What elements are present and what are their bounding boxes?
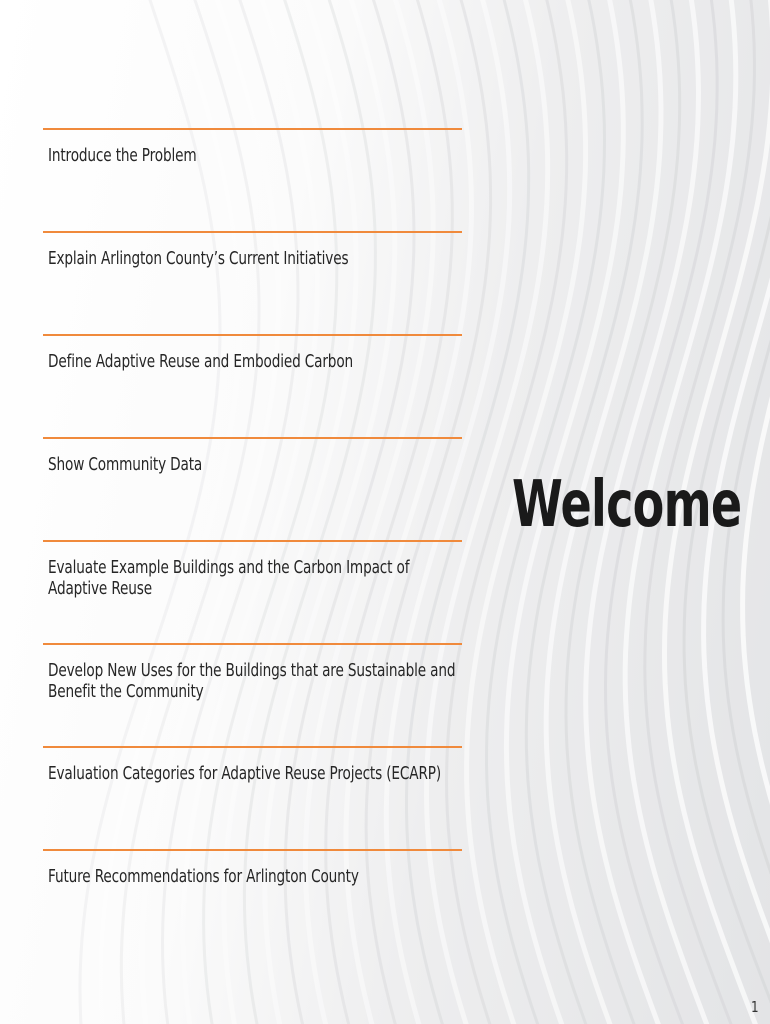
agenda-item-current-initiatives [43, 231, 462, 334]
page-number: 1 [751, 998, 760, 1016]
agenda-item-evaluate-buildings [43, 540, 462, 643]
agenda-list [43, 128, 462, 952]
agenda-item-define-terms [43, 334, 462, 437]
agenda-item-label: Introduce the Problem [48, 146, 197, 166]
agenda-item-introduce-problem [43, 128, 462, 231]
agenda-item-future-recommendations [43, 849, 462, 952]
agenda-item-label: Evaluation Categories for Adaptive Reuse Projects (ECARP) [48, 764, 442, 784]
agenda-item-label: Define Adaptive Reuse and Embodied Carbon [48, 352, 354, 372]
agenda-item-new-uses [43, 643, 462, 746]
agenda-item-ecarp [43, 746, 462, 849]
agenda-item-label: Future Recommendations for Arlington County [48, 867, 359, 887]
agenda-item-label: Show Community Data [48, 455, 203, 475]
slide-title: Welcome [512, 468, 742, 542]
agenda-item-label: Explain Arlington County’s Current Initiatives [48, 249, 349, 269]
agenda-item-label: Evaluate Example Buildings and the Carbon Impact of Adaptive Reuse [48, 558, 410, 599]
agenda-item-community-data [43, 437, 462, 540]
agenda-item-label: Develop New Uses for the Buildings that are Sustainable and Benefit the Community [48, 661, 456, 702]
